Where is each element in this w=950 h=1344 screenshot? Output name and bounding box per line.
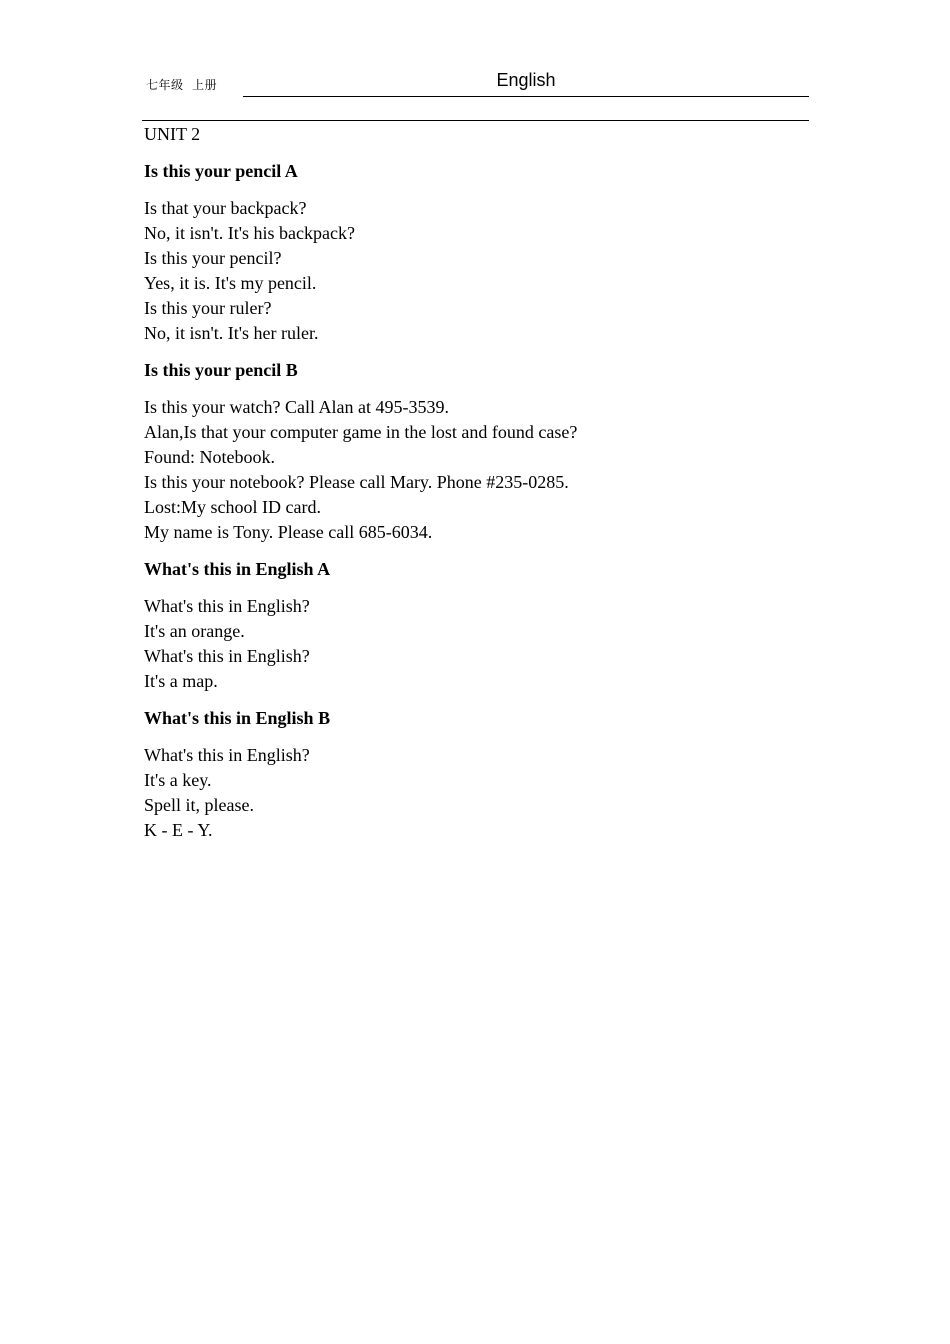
section-title: What's this in English A [144, 559, 331, 579]
text-line: Lost:My school ID card. [144, 497, 321, 517]
text-line: Is that your backpack? [144, 198, 307, 218]
section-lines [144, 743, 804, 843]
text-line: My name is Tony. Please call 685-6034. [144, 522, 433, 542]
text-line: It's an orange. [144, 621, 245, 641]
section-lines [144, 196, 804, 346]
section [144, 557, 804, 694]
section-title: Is this your pencil A [144, 161, 298, 181]
text-line: Is this your pencil? [144, 248, 282, 268]
section [144, 706, 804, 843]
text-line: Alan,Is that your computer game in the lost and found case? [144, 422, 578, 442]
text-line: What's this in English? [144, 646, 310, 666]
section-title: Is this your pencil B [144, 360, 298, 380]
text-line: Spell it, please. [144, 795, 254, 815]
text-line: Yes, it is. It's my pencil. [144, 273, 317, 293]
text-line: It's a key. [144, 770, 212, 790]
text-line: K - E - Y. [144, 820, 213, 840]
text-line: Is this your notebook? Please call Mary. Phone #235-0285. [144, 472, 569, 492]
text-line: No, it isn't. It's his backpack? [144, 223, 355, 243]
document-body [144, 121, 804, 843]
section [144, 358, 804, 545]
section [144, 159, 804, 346]
header-subject-title: English [496, 70, 556, 90]
text-line: It's a map. [144, 671, 218, 691]
section-lines [144, 594, 804, 694]
unit-heading: UNIT 2 [144, 124, 201, 144]
text-line: No, it isn't. It's her ruler. [144, 323, 319, 343]
text-line: Is this your ruler? [144, 298, 272, 318]
section-lines [144, 395, 804, 545]
header-rule [243, 96, 809, 97]
text-line: Found: Notebook. [144, 447, 276, 467]
header-grade-label: 七年级 上册 [146, 78, 218, 92]
text-line: What's this in English? [144, 596, 310, 616]
text-line: Is this your watch? Call Alan at 495-3539. [144, 397, 449, 417]
text-line: What's this in English? [144, 745, 310, 765]
section-title: What's this in English B [144, 708, 331, 728]
